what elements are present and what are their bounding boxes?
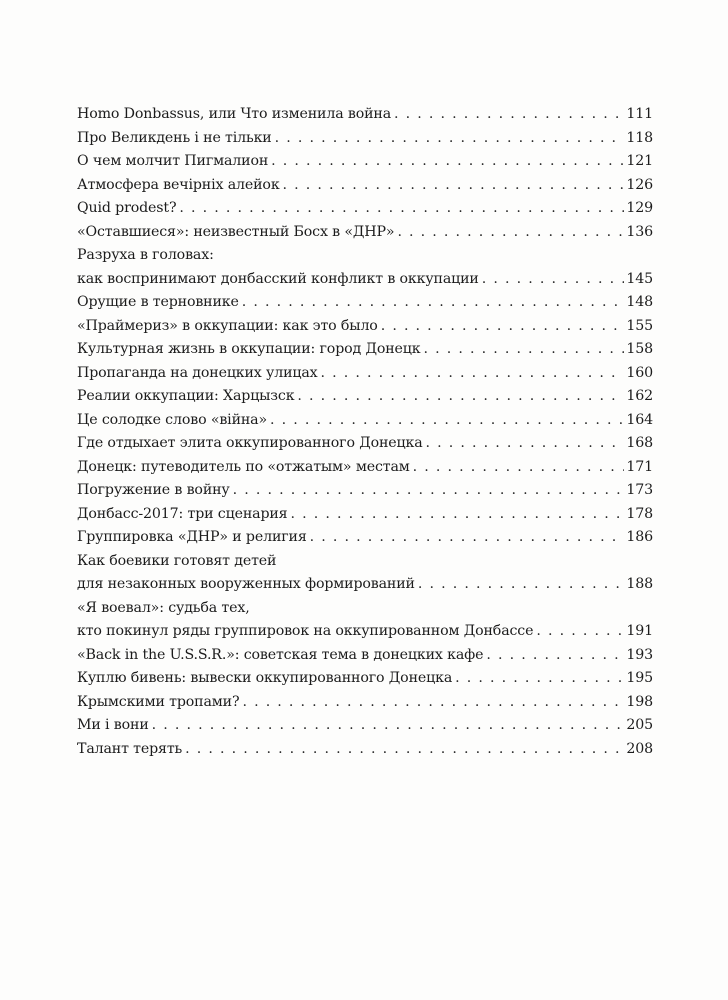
- toc-entry: [77, 174, 653, 198]
- toc-entry-title: Куплю бивень: вывески оккупированного Донецка: [77, 670, 453, 686]
- toc-entry-line: [77, 385, 653, 409]
- toc-entry: [77, 385, 653, 409]
- dot-leader: [185, 738, 624, 762]
- toc-entry-title-first-line: Как боевики готовят детей: [77, 552, 277, 569]
- toc-entry: [77, 103, 653, 127]
- toc-entry: [77, 714, 653, 738]
- toc-entry-title: Донбасс-2017: три сценария: [77, 505, 288, 522]
- toc-entry-page-number: 162: [626, 388, 653, 404]
- toc-entry: [77, 362, 653, 386]
- toc-entry: [77, 503, 653, 527]
- dot-leader: [152, 714, 625, 738]
- toc-entry-page-number: 208: [626, 740, 653, 757]
- toc-entry-page-number: 186: [626, 529, 653, 545]
- toc-entry-page-number: 126: [626, 176, 653, 193]
- toc-entry-line: [77, 174, 653, 198]
- toc-entry-title-first-line: «Я воевал»: судьба тех,: [77, 599, 250, 616]
- toc-entry-title: «Оставшиеся»: неизвестный Босх в «ДНР»: [77, 223, 395, 240]
- dot-leader: [270, 409, 624, 433]
- toc-entry: [77, 315, 653, 339]
- toc-entry-line: [77, 503, 653, 527]
- toc-entry-page-number: 168: [626, 435, 653, 451]
- dot-leader: [486, 644, 624, 668]
- toc-entry: [77, 738, 653, 762]
- toc-entry-title: кто покинул ряды группировок на оккупированном Донбассе: [77, 623, 534, 639]
- dot-leader: [297, 385, 624, 409]
- toc-entry-line: [77, 691, 653, 715]
- toc-entry-line: [77, 150, 653, 174]
- toc-entry-page-number: 198: [626, 693, 653, 710]
- toc-entry-line: [77, 197, 653, 221]
- toc-entry-line: [77, 362, 653, 386]
- dot-leader: [271, 150, 624, 174]
- toc-entry-line: [77, 456, 653, 480]
- toc-entry-page-number: 205: [626, 717, 653, 733]
- toc-entry-page-number: 191: [626, 623, 653, 639]
- toc-entry-line: [77, 432, 653, 456]
- toc-entry-title: Пропаганда на донецких улицах: [77, 364, 318, 381]
- toc-entry-line: [77, 644, 653, 668]
- toc-entry-line: [77, 338, 653, 362]
- toc-entry-title: О чем молчит Пигмалион: [77, 153, 269, 169]
- table-of-contents: [77, 103, 653, 761]
- dot-leader: [394, 103, 624, 127]
- toc-entry: [77, 550, 653, 597]
- toc-entry-title: Орущие в терновнике: [77, 294, 239, 310]
- toc-entry-page-number: 148: [626, 294, 653, 310]
- toc-entry-title: Це солодке слово «війна»: [77, 411, 268, 428]
- dot-leader: [242, 291, 625, 315]
- toc-entry: [77, 479, 653, 503]
- toc-entry-line: [77, 103, 653, 127]
- dot-leader: [426, 432, 625, 456]
- toc-entry-title: Группировка «ДНР» и религия: [77, 529, 307, 545]
- toc-entry-title: Ми і вони: [77, 717, 149, 733]
- toc-entry: [77, 291, 653, 315]
- dot-leader: [482, 268, 625, 292]
- toc-entry: [77, 456, 653, 480]
- toc-entry: [77, 338, 653, 362]
- toc-entry: [77, 150, 653, 174]
- toc-entry-title: Донецк: путеводитель по «отжатым» местам: [77, 458, 410, 475]
- toc-entry-title: Про Великдень і не тільки: [77, 129, 272, 146]
- dot-leader: [310, 526, 625, 550]
- toc-entry-page-number: 136: [626, 223, 653, 240]
- toc-entry-page-number: 164: [626, 411, 653, 428]
- toc-entry-line: [77, 291, 653, 315]
- toc-entry-page-number: 121: [626, 153, 653, 169]
- dot-leader: [397, 221, 624, 245]
- toc-entry-line: [77, 738, 653, 762]
- toc-entry-line: [77, 127, 653, 151]
- toc-entry-page-number: 145: [626, 270, 653, 287]
- dot-leader: [290, 503, 624, 527]
- toc-entry-title: «Праймериз» в оккупации: как это было: [77, 317, 378, 334]
- toc-entry-page-number: 171: [626, 458, 653, 475]
- toc-entry-line: [77, 526, 653, 550]
- toc-entry-title: для незаконных вооруженных формирований: [77, 576, 415, 592]
- toc-entry-line: [77, 714, 653, 738]
- toc-entry-line: [77, 315, 653, 339]
- toc-entry-title: Крымскими тропами?: [77, 693, 240, 710]
- toc-entry: [77, 597, 653, 644]
- toc-entry: [77, 667, 653, 691]
- toc-entry-line: [77, 667, 653, 691]
- toc-entry-line: [77, 409, 653, 433]
- toc-entry: [77, 409, 653, 433]
- toc-entry-line: [77, 479, 653, 503]
- toc-entry-page-number: 188: [626, 576, 653, 592]
- dot-leader: [321, 362, 625, 386]
- dot-leader: [455, 667, 624, 691]
- dot-leader: [242, 691, 624, 715]
- toc-entry-title: Талант терять: [77, 740, 183, 757]
- toc-entry: [77, 197, 653, 221]
- toc-entry-title: Культурная жизнь в оккупации: город Донецк: [77, 341, 421, 357]
- toc-entry-title: как воспринимают донбасский конфликт в оккупации: [77, 270, 479, 287]
- dot-leader: [179, 197, 624, 221]
- toc-entry-line: [77, 268, 653, 292]
- toc-entry-page-number: 118: [626, 129, 653, 146]
- toc-entry-page-number: 160: [626, 364, 653, 381]
- toc-entry-title: Погружение в войну: [77, 482, 230, 498]
- toc-entry-page-number: 155: [626, 317, 653, 334]
- toc-entry: [77, 644, 653, 668]
- toc-entry-title: «Back in the U.S.S.R.»: советская тема в донецких кафе: [77, 646, 484, 663]
- toc-entry: [77, 432, 653, 456]
- dot-leader: [418, 573, 625, 597]
- toc-entry-page-number: 193: [626, 646, 653, 663]
- toc-entry-line: [77, 221, 653, 245]
- dot-leader: [283, 174, 625, 198]
- toc-entry-title: Quid prodest?: [77, 200, 177, 216]
- toc-entry-title-first-line: Разруха в головах:: [77, 247, 214, 263]
- toc-entry: [77, 691, 653, 715]
- toc-entry-line: [77, 573, 653, 597]
- dot-leader: [536, 620, 624, 644]
- dot-leader: [381, 315, 625, 339]
- toc-entry: [77, 127, 653, 151]
- toc-entry-title: Атмосфера вечірніх алейок: [77, 176, 280, 193]
- toc-entry-title: Homo Donbassus, или Что изменила война: [77, 106, 392, 122]
- toc-entry-page-number: 195: [626, 670, 653, 686]
- toc-entry-page-number: 178: [626, 505, 653, 522]
- dot-leader: [233, 479, 625, 503]
- toc-entry: [77, 244, 653, 291]
- toc-entry-title: Где отдыхает элита оккупированного Донецка: [77, 435, 423, 451]
- toc-entry-title: Реалии оккупации: Харцызск: [77, 388, 295, 404]
- dot-leader: [275, 127, 625, 151]
- toc-entry-page-number: 158: [626, 341, 653, 357]
- toc-entry: [77, 526, 653, 550]
- toc-entry-page-number: 111: [626, 106, 653, 122]
- toc-entry: [77, 221, 653, 245]
- dot-leader: [423, 338, 624, 362]
- toc-entry-line: [77, 620, 653, 644]
- toc-entry-page-number: 129: [626, 200, 653, 216]
- dot-leader: [413, 456, 625, 480]
- toc-entry-page-number: 173: [626, 482, 653, 498]
